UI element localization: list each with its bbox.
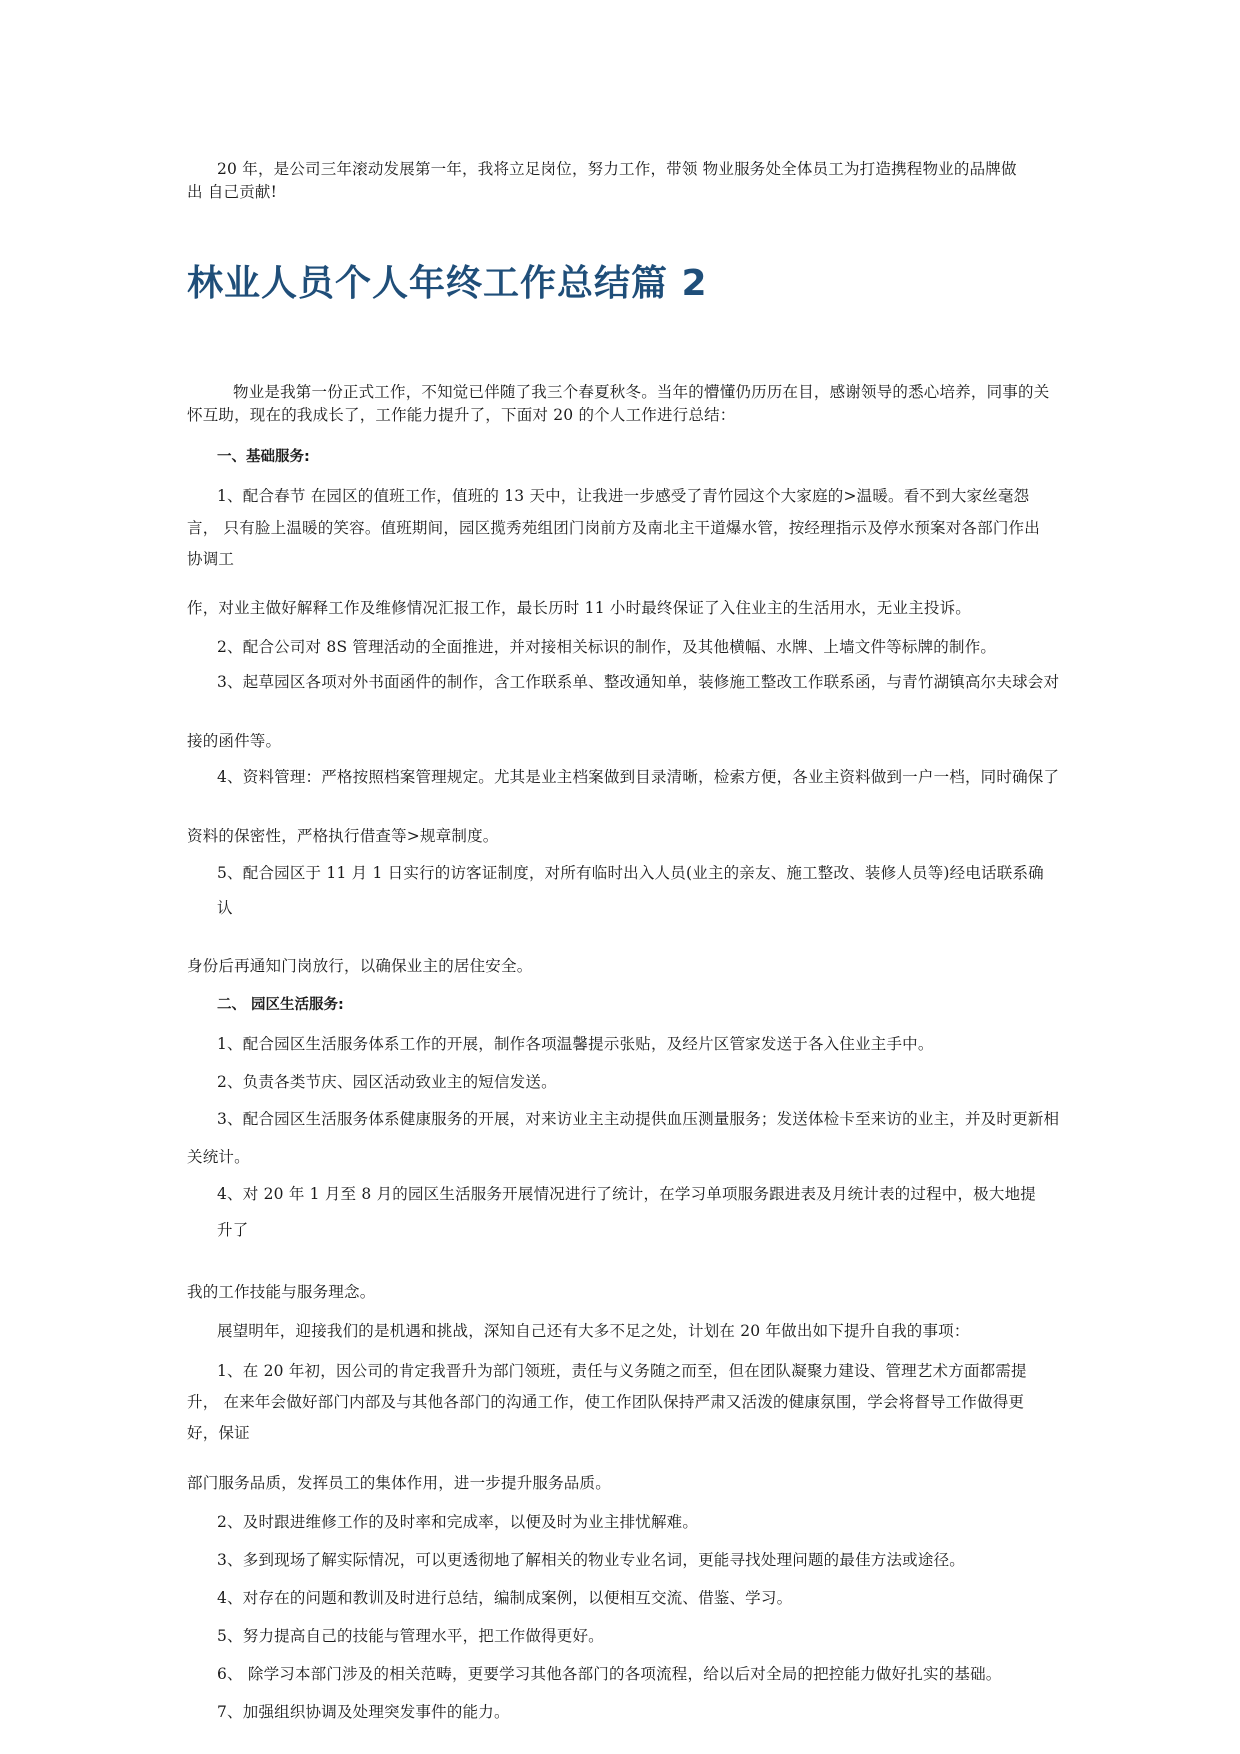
paragraph-line: 接的函件等。: [187, 732, 282, 750]
paragraph-line: 协调工: [187, 550, 235, 568]
paragraph-line: 3、多到现场了解实际情况，可以更透彻地了解相关的物业专业名词，更能寻找处理问题的最佳方法或途径。: [217, 1551, 965, 1569]
paragraph-line: 3、配合园区生活服务体系健康服务的开展，对来访业主主动提供血压测量服务；发送体检卡至来访的业主，并及时更新相: [217, 1110, 1060, 1128]
paragraph-line: 5、努力提高自己的技能与管理水平，把工作做得更好。: [217, 1627, 604, 1645]
paragraph-line: 部门服务品质，发挥员工的集体作用，进一步提升服务品质。: [187, 1474, 611, 1492]
paragraph-line: 7、加强组织协调及处理突发事件的能力。: [217, 1703, 510, 1721]
section-heading-basic-service: 一、基础服务:: [217, 449, 310, 465]
opening-line-2: 怀互助，现在的我成长了，工作能力提升了，下面对 20 的个人工作进行总结：: [187, 406, 736, 424]
paragraph-line: 1、配合园区生活服务体系工作的开展，制作各项温馨提示张贴，及经片区管家发送于各入住业主手中。: [217, 1035, 934, 1053]
paragraph-line: 4、资料管理：严格按照档案管理规定。尤其是业主档案做到目录清晰，检索方便，各业主资料做到一户一档，同时确保了: [217, 768, 1060, 786]
paragraph-line: 关统计。: [187, 1148, 250, 1166]
paragraph-line: 升， 在来年会做好部门内部及与其他各部门的沟通工作，使工作团队保持严肃又活泼的健康氛围，学会将督导工作做得更: [187, 1393, 1025, 1411]
paragraph-line: 4、对 20 年 1 月至 8 月的园区生活服务开展情况进行了统计，在学习单项服务跟进表及月统计表的过程中，极大地提: [217, 1185, 1036, 1203]
paragraph-line: 1、配合春节 在园区的值班工作，值班的 13 天中，让我进一步感受了青竹园这个大家庭的>温暖。看不到大家丝毫怨: [217, 487, 1030, 505]
section-heading-life-service: 二、 园区生活服务:: [217, 997, 344, 1013]
opening-line-1: 物业是我第一份正式工作，不知觉已伴随了我三个春夏秋冬。当年的懵懂仍历历在目，感谢领导的悉心培养，同事的关: [233, 383, 1050, 401]
paragraph-line: 4、对存在的问题和教训及时进行总结，编制成案例，以便相互交流、借鉴、学习。: [217, 1589, 793, 1607]
paragraph-line: 资料的保密性，严格执行借查等>规章制度。: [187, 827, 499, 845]
paragraph-line: 2、配合公司对 8S 管理活动的全面推进，并对接相关标识的制作，及其他横幅、水牌、上墙文件等标牌的制作。: [217, 638, 997, 656]
paragraph-line: 作，对业主做好解释工作及维修情况汇报工作，最长历时 11 小时最终保证了入住业主的生活用水，无业主投诉。: [187, 599, 971, 617]
paragraph-line: 言， 只有脸上温暖的笑容。值班期间，园区揽秀苑组团门岗前方及南北主干道爆水管，按经理指示及停水预案对各部门作出: [187, 519, 1040, 537]
paragraph-line: 好，保证: [187, 1424, 250, 1442]
intro-line-2: 出 自己贡献!: [187, 183, 278, 201]
paragraph-line: 5、配合园区于 11 月 1 日实行的访客证制度，对所有临时出入人员(业主的亲友、施工整改、装修人员等)经电话联系确: [217, 864, 1044, 882]
paragraph-line: 认: [217, 899, 233, 917]
paragraph-line: 3、起草园区各项对外书面函件的制作，含工作联系单、整改通知单，装修施工整改工作联系函，与青竹湖镇高尔夫球会对: [217, 673, 1060, 691]
paragraph-line: 身份后再通知门岗放行，以确保业主的居住安全。: [187, 957, 533, 975]
page-title: 林业人员个人年终工作总结篇 2: [187, 263, 708, 304]
paragraph-line: 2、负责各类节庆、园区活动致业主的短信发送。: [217, 1073, 557, 1091]
paragraph-line: 我的工作技能与服务理念。: [187, 1283, 376, 1301]
intro-line-1: 20 年，是公司三年滚动发展第一年，我将立足岗位，努力工作，带领 物业服务处全体员工为打造携程物业的品牌做: [217, 160, 1017, 178]
paragraph-line: 6、 除学习本部门涉及的相关范畴，更要学习其他各部门的各项流程，给以后对全局的把控能力做好扎实的基础。: [217, 1665, 1002, 1683]
paragraph-line: 展望明年，迎接我们的是机遇和挑战，深知自己还有大多不足之处，计划在 20 年做出如下提升自我的事项：: [217, 1322, 970, 1340]
paragraph-line: 升了: [217, 1221, 249, 1239]
paragraph-line: 2、及时跟进维修工作的及时率和完成率，以便及时为业主排忧解难。: [217, 1513, 699, 1531]
paragraph-line: 1、在 20 年初，因公司的肯定我晋升为部门领班，责任与义务随之而至，但在团队凝聚力建设、管理艺术方面都需提: [217, 1362, 1027, 1380]
